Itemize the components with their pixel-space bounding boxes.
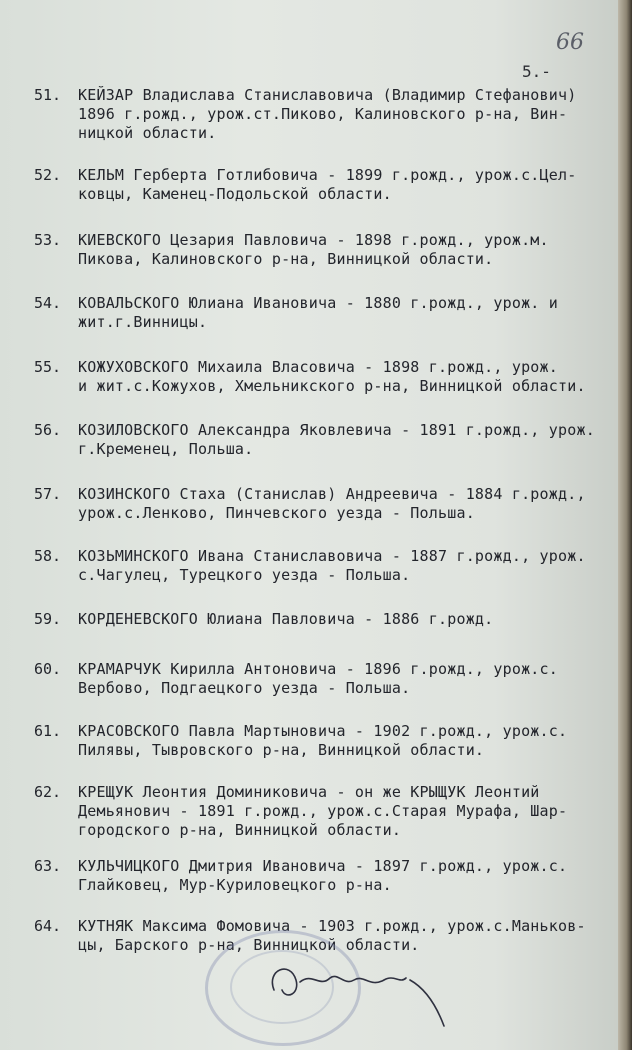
entry-line: ницкой области. (78, 124, 217, 142)
entry-line: КОВАЛЬСКОГО Юлиана Ивановича - 1880 г.рожд., урож. и (78, 294, 558, 312)
entry-line: КОЗЬМИНСКОГО Ивана Станиславовича - 1887 г.рожд., урож. (78, 547, 586, 565)
entry-line: КРЕЩУК Леонтия Доминиковича - он же КРЫЩУК Леонтий (78, 783, 540, 801)
entry-line: Пикова, Калиновского р-на, Винницкой области. (78, 250, 494, 268)
entry-number: 62. (34, 783, 62, 801)
entry-line: КИЕВСКОГО Цезария Павловича - 1898 г.рожд., урож.м. (78, 231, 549, 249)
entry-line: КОЗИНСКОГО Стаха (Станислав) Андреевича - 1884 г.рожд., (78, 485, 586, 503)
entry-line: Пилявы, Тывровского р-на, Винницкой области. (78, 741, 485, 759)
entry-number: 53. (34, 231, 62, 249)
entry-line: и жит.с.Кожухов, Хмельникского р-на, Винницкой области. (78, 377, 586, 395)
entry-number: 59. (34, 610, 62, 628)
entry-line: КЕЙЗАР Владислава Станиславовича (Владимир Стефанович) (78, 86, 577, 104)
entry-line: жит.г.Винницы. (78, 313, 208, 331)
entry-line: КОЖУХОВСКОГО Михаила Власовича - 1898 г.рожд., урож. (78, 358, 558, 376)
entry-line: цы, Барского р-на, Винницкой области. (78, 936, 420, 954)
entry-line: с.Чагулец, Турецкого уезда - Польша. (78, 566, 411, 584)
entry-number: 55. (34, 358, 62, 376)
entry-number: 61. (34, 722, 62, 740)
entry-number: 63. (34, 857, 62, 875)
entry-line: Вербово, Подгаецкого уезда - Польша. (78, 679, 411, 697)
entry-number: 52. (34, 166, 62, 184)
entry-line: 1896 г.рожд., урож.ст.Пиково, Калиновского р-на, Вин- (78, 105, 568, 123)
entry-number: 64. (34, 917, 62, 935)
entry-line: КРАСОВСКОГО Павла Мартыновича - 1902 г.рожд., урож.с. (78, 722, 568, 740)
entry-number: 60. (34, 660, 62, 678)
entry-number: 51. (34, 86, 62, 104)
entry-line: КЕЛЬМ Герберта Готлибовича - 1899 г.рожд., урож.с.Цел- (78, 166, 577, 184)
entry-line: урож.с.Ленково, Пинчевского уезда - Польша. (78, 504, 475, 522)
page-edge (618, 0, 632, 1050)
entry-number: 54. (34, 294, 62, 312)
entry-line: городского р-на, Винницкой области. (78, 821, 402, 839)
folio-number: 66 (556, 30, 584, 55)
entry-number: 58. (34, 547, 62, 565)
entry-line: Глайковец, Мур-Куриловецкого р-на. (78, 876, 392, 894)
entry-number: 57. (34, 485, 62, 503)
entry-number: 56. (34, 421, 62, 439)
entry-line: КОРДЕНЕВСКОГО Юлиана Павловича - 1886 г.рожд. (78, 610, 494, 628)
entry-line: КОЗИЛОВСКОГО Александра Яковлевича - 1891 г.рожд., урож. (78, 421, 595, 439)
entry-line: КРАМАРЧУК Кирилла Антоновича - 1896 г.рожд., урож.с. (78, 660, 558, 678)
handwritten-signature (260, 950, 450, 1030)
page-mark: 5.- (522, 62, 551, 81)
entry-line: КУТНЯК Максима Фомовича - 1903 г.рожд., урож.с.Маньков- (78, 917, 586, 935)
entry-line: Демьянович - 1891 г.рожд., урож.с.Старая Мурафа, Шар- (78, 802, 568, 820)
entry-line: ковцы, Каменец-Подольской области. (78, 185, 392, 203)
entry-line: г.Кременец, Польша. (78, 440, 254, 458)
entry-line: КУЛЬЧИЦКОГО Дмитрия Ивановича - 1897 г.рожд., урож.с. (78, 857, 568, 875)
